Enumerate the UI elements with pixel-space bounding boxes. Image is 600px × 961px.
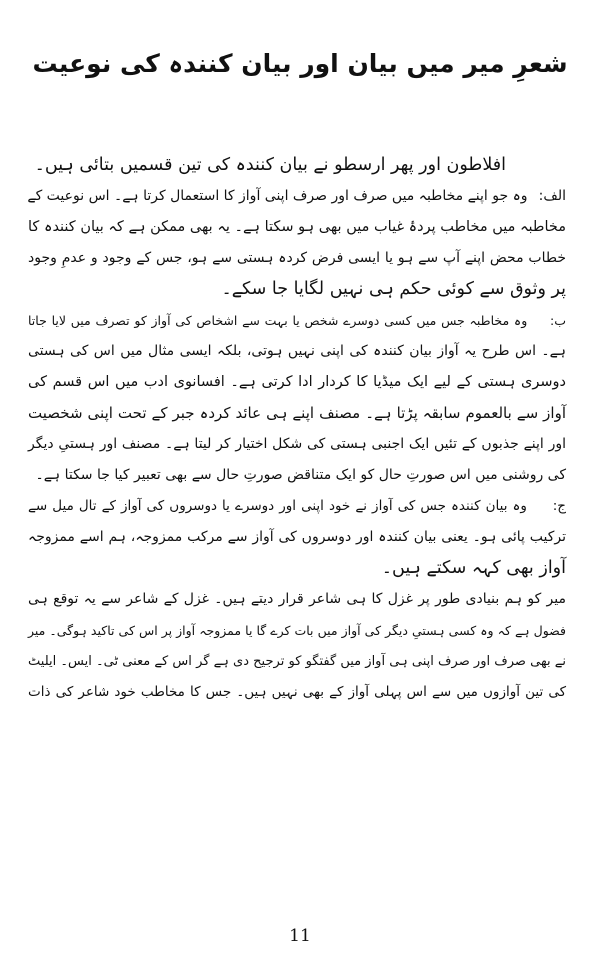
page-title: شعرِ میر میں بیان اور بیان کنندہ کی نوعیت <box>32 49 568 78</box>
section-be-marker: ب: <box>550 313 566 328</box>
intro-line: افلاطون اور پھر ارسطو نے بیان کنندہ کی تین قسمیں بتائی ہیں۔ <box>34 155 506 175</box>
section-jeem-marker: ج: <box>552 498 566 514</box>
section-be-line-4: آواز سے بالعموم سابقہ پڑتا ہے۔ مصنف اپنے ہی عائد کردہ جبر کے تحت اپنی شخصیت <box>28 404 566 422</box>
section-alif-text-1: وہ جو اپنے مخاطبہ میں صرف اور صرف اپنی آواز کا استعمال کرتا ہے۔ اس نوعیت کے <box>27 188 528 204</box>
closing-line-4: کی تین آوازوں میں سے اس پہلی آواز کے بھی نہیں ہیں۔ جس کا مخاطب خود شاعر کی ذات <box>28 684 566 700</box>
closing-line-3: نے بھی صرف اور صرف اپنی ہی آواز میں گفتگو کو ترجیح دی ہے گر اس کے معنی ٹی۔ ایس۔ ایلیٹ <box>28 654 566 669</box>
section-jeem-line-3: آواز بھی کہہ سکتے ہیں۔ <box>381 558 566 578</box>
section-alif-line-1 <box>28 181 566 212</box>
section-be-text-1: وہ مخاطبہ جس میں کسی دوسرے شخص یا بہت سے اشخاص کی آواز کو تصرف میں لایا جاتا <box>28 313 528 328</box>
body-text <box>28 150 566 708</box>
closing-line-1: میر کو ہم بنیادی طور پر غزل کا ہی شاعر قرار دیتے ہیں۔ غزل کے شاعر سے یہ توقع ہی <box>28 591 566 607</box>
section-alif-marker: الف: <box>538 188 566 204</box>
section-be-line-2: ہے۔ اس طرح یہ آواز بیان کنندہ کی اپنی نہیں ہوتی، بلکہ ایسی مثال میں اس کی ہستی <box>28 343 566 359</box>
section-jeem-line-2: ترکیب پائی ہو۔ یعنی بیان کنندہ اور دوسروں کی آواز سے مرکب ممزوجہ، ہم اسے ممزوجہ <box>28 529 566 545</box>
section-be-line-6: کی روشنی میں اس صورتِ حال کو ایک متناقض صورتِ حال سے بھی تعبیر کیا جا سکتا ہے۔ <box>35 467 566 483</box>
section-be-line-5: اور اپنے جذبوں کے تئیں ایک اجنبی ہستی کی شکل اختیار کر لیتا ہے۔ مصنف اور ہستیِ دیگر <box>28 436 566 452</box>
section-alif-line-3: خطاب محض اپنے آپ سے ہو یا ایسی فرض کردہ ہستی سے ہو، جس کے وجود و عدمِ وجود <box>28 250 566 266</box>
section-alif-line-4: پر وثوق سے کوئی حکم ہی نہیں لگایا جا سکے۔ <box>221 279 566 299</box>
page-number: 11 <box>289 926 311 946</box>
section-be-line-3: دوسری ہستی کے لیے ایک میڈیا کا کردار ادا کرتی ہے۔ افسانوی ادب میں اس قسم کی <box>28 374 566 390</box>
section-alif-line-2: مخاطبہ میں مخاطب پردۂ غیاب میں بھی ہو سکتا ہے۔ یہ بھی ممکن ہے کہ بیان کنندہ کا <box>28 219 566 235</box>
section-be-line-1 <box>28 305 566 336</box>
section-jeem-line-1 <box>28 491 566 522</box>
section-jeem-text-1: وہ بیان کنندہ جس کی آواز نے خود اپنی اور دوسرے یا دوسروں کی آواز کے تال میل سے <box>28 498 527 514</box>
closing-line-2: فضول ہے کہ وہ کسی ہستیِ دیگر کی آواز میں بات کرے گا یا ممزوجہ آواز پر اس کی تاکید ہوگی۔ میر <box>28 623 566 638</box>
